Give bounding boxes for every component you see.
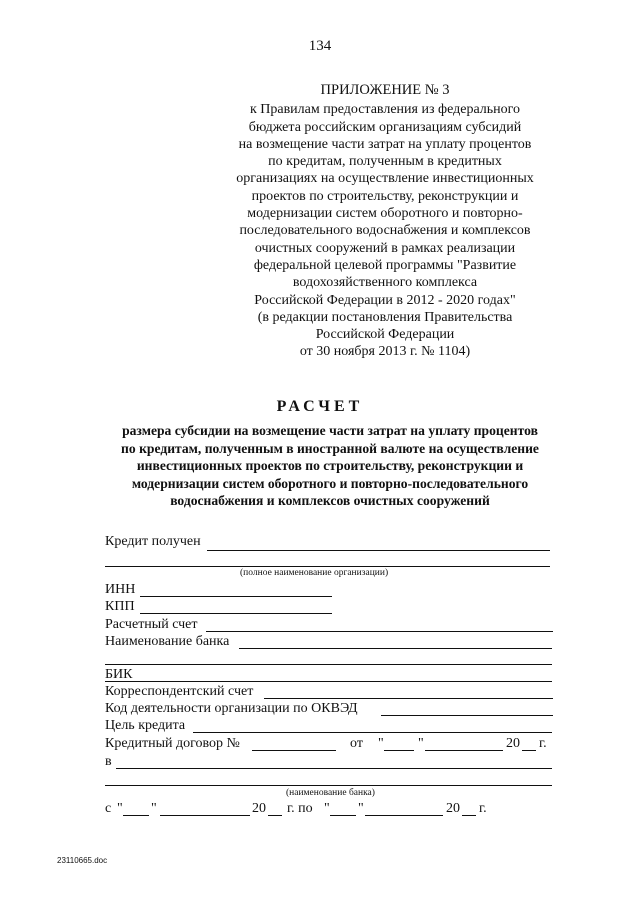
subtitle-line: модернизации систем оборотного и повторно-последовательного <box>131 475 529 491</box>
bank-name-field-2[interactable] <box>105 664 552 665</box>
from-label: от <box>350 736 363 751</box>
okved-field[interactable] <box>381 715 553 716</box>
appendix-block <box>195 82 575 361</box>
appendix-line: (в редакции постановления Правительства <box>257 309 513 325</box>
account-field[interactable] <box>206 631 553 632</box>
corr-account-label: Корреспондентский счет <box>105 684 254 699</box>
inn-field[interactable] <box>140 596 332 597</box>
quote-open: " <box>378 736 384 751</box>
quote-close: " <box>418 736 424 751</box>
kpp-label: КПП <box>105 599 135 614</box>
bik-field[interactable] <box>105 681 552 682</box>
subtitle-line: водоснабжения и комплексов очистных сооружений <box>170 493 490 508</box>
year-suffix: г. <box>539 736 547 751</box>
bank-name-field[interactable] <box>239 648 552 649</box>
period-end-year-prefix: 20 <box>446 801 460 816</box>
in-bank-label: в <box>105 754 112 769</box>
credit-agreement-label: Кредитный договор № <box>105 736 240 751</box>
subtitle-line: размера субсидии на возмещение части затрат на уплату процентов <box>122 423 538 438</box>
appendix-line: Российской Федерации <box>315 327 455 343</box>
credit-purpose-label: Цель кредита <box>105 718 186 733</box>
appendix-line: федеральной целевой программы "Развитие <box>253 257 517 273</box>
bik-label: БИК <box>105 667 133 682</box>
period-end-month-field[interactable] <box>365 815 443 816</box>
appendix-line: к Правилам предоставления из федерального <box>249 102 521 118</box>
okved-label: Код деятельности организации по ОКВЭД <box>105 701 358 716</box>
appendix-line: очистных сооружений в рамках реализации <box>254 240 516 256</box>
bank-caption: (наименование банка) <box>286 788 375 798</box>
period-start-month-field[interactable] <box>160 815 250 816</box>
agreement-year-field[interactable] <box>522 750 536 751</box>
credit-purpose-field[interactable] <box>193 732 552 733</box>
appendix-line: на возмещение части затрат на уплату процентов <box>238 136 532 152</box>
subtitle-line: по кредитам, полученным в иностранной валюте на осуществление <box>121 440 539 456</box>
org-name-field[interactable] <box>207 550 550 551</box>
appendix-line: по кредитам, полученным в кредитных <box>268 154 502 170</box>
inn-label: ИНН <box>105 582 136 597</box>
bank-name-label: Наименование банка <box>105 634 230 649</box>
page-number: 134 <box>308 38 332 54</box>
document-id: 23110665.doc <box>57 856 108 865</box>
period-start-day-field[interactable] <box>123 815 149 816</box>
agreement-day-field[interactable] <box>384 750 414 751</box>
appendix-line: от 30 ноября 2013 г. № 1104) <box>299 344 471 360</box>
credit-received-label: Кредит получен <box>105 534 201 549</box>
document-title: РАСЧЕТ <box>276 398 364 415</box>
appendix-line: бюджета российским организациям субсидий <box>248 119 522 135</box>
appendix-line: проектов по строительству, реконструкции и <box>251 188 519 204</box>
corr-account-field[interactable] <box>264 698 553 699</box>
in-bank-field-2[interactable] <box>105 785 552 786</box>
period-quote-close: " <box>151 801 157 816</box>
account-label: Расчетный счет <box>105 617 198 632</box>
period-end-quote-open: " <box>324 801 330 816</box>
subtitle-line: инвестиционных проектов по строительству, реконструкции и <box>136 458 524 473</box>
period-end-day-field[interactable] <box>330 815 356 816</box>
year-prefix: 20 <box>506 736 520 751</box>
period-end-year-suffix: г. <box>479 801 487 816</box>
period-quote-open: " <box>117 801 123 816</box>
agreement-number-field[interactable] <box>252 750 336 751</box>
document-subtitle <box>60 422 600 510</box>
period-start-year-prefix: 20 <box>252 801 266 816</box>
org-name-caption: (полное наименование организации) <box>240 568 389 578</box>
org-name-field-2[interactable] <box>105 566 550 567</box>
period-to-label: г. по <box>287 801 313 816</box>
appendix-line: Российской Федерации в 2012 - 2020 годах" <box>254 292 516 308</box>
kpp-field[interactable] <box>140 613 332 614</box>
period-end-year-field[interactable] <box>462 815 476 816</box>
in-bank-field[interactable] <box>116 768 552 769</box>
appendix-line: модернизации систем оборотного и повторно- <box>247 206 523 222</box>
appendix-heading: ПРИЛОЖЕНИЕ № 3 <box>320 82 450 98</box>
agreement-month-field[interactable] <box>425 750 503 751</box>
period-from-label: с <box>105 801 112 816</box>
period-start-year-field[interactable] <box>268 815 282 816</box>
period-end-quote-close: " <box>358 801 364 816</box>
appendix-line: организациях на осуществление инвестиционных <box>236 171 534 187</box>
appendix-line: водохозяйственного комплекса <box>292 275 478 291</box>
appendix-line: последовательного водоснабжения и комплексов <box>239 223 531 239</box>
